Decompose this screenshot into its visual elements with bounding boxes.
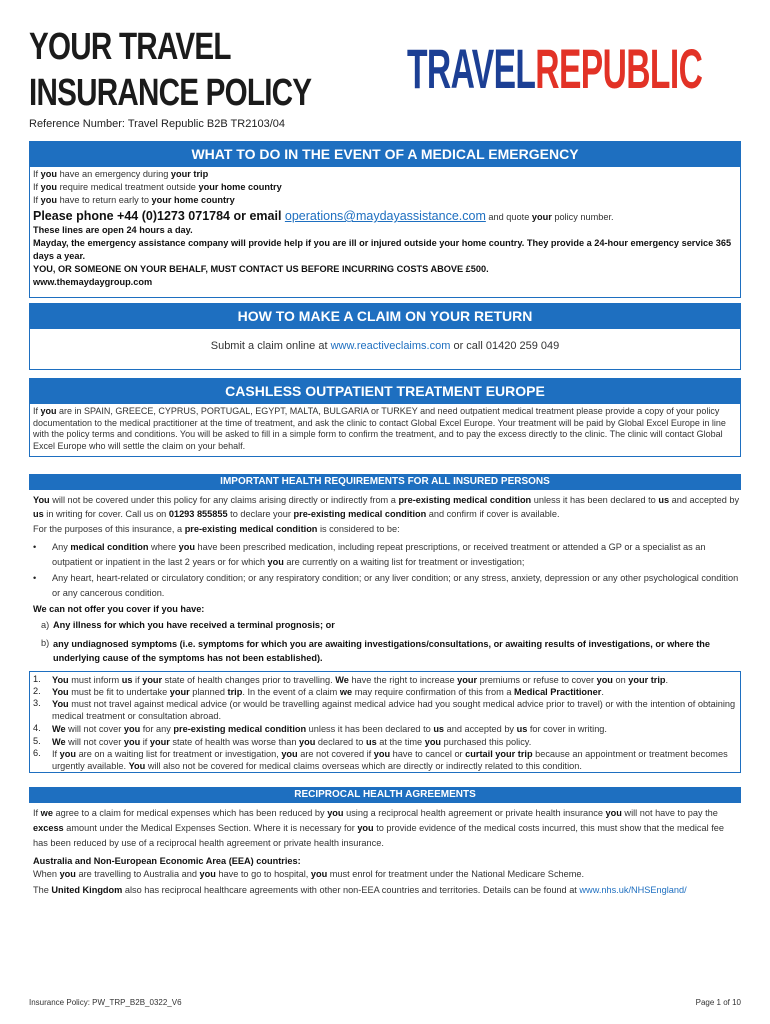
num-2: 2. — [33, 686, 41, 696]
reciprocal-para-1: If we agree to a claim for medical expenses which has been reduced by you using a reciprocal health agreement or private health insurance you will not have to pay the excess amount under the Medical Expenses Section. Where it is necessary for you to provide evidence of the medical costs incurred, this must show that the medical fee has been reduced by use of a reciprocal health agreement or private health insurance. — [33, 808, 724, 848]
cashless-text: If you are in SPAIN, GREECE, CYPRUS, PORTUGAL, EGYPT, MALTA, BULGARIA or TURKEY and need outpatient medical treatment please provide a copy of your policy documentation to the medical practitioner at the time of treatment, and ask the clinic to contact Global Excel Europe. Your treatment will be paid by Global Excel Europe in line with the policy terms and conditions. You will be asked to fill in a simple form to confirm the treatment, and to pay the excess directly to the clinic. The clinic will contact Global Excel Europe who will settle the claim on your behalf. — [33, 406, 726, 451]
title-line-1: YOUR TRAVEL — [29, 26, 231, 68]
footer-policy-code: Insurance Policy: PW_TRP_B2B_0322_V6 — [29, 998, 182, 1007]
bullet-2-marker: • — [33, 573, 37, 583]
footer-page-number: Page 1 of 10 — [695, 998, 741, 1007]
claim-link[interactable]: www.reactiveclaims.com — [330, 340, 451, 352]
cashless-heading: CASHLESS OUTPATIENT TREATMENT EUROPE — [29, 378, 741, 404]
emergency-line-1: If you have an emergency during your trip — [33, 169, 209, 179]
claim-text: Submit a claim online at www.reactiveclaims.com or call 01420 259 049 — [210, 340, 560, 352]
item-b-text: any undiagnosed symptoms (i.e. symptoms for which you are awaiting investigations/consultations, or awaiting results of investigations, or where the underlying cause of the symptoms has not been established). — [53, 639, 711, 663]
emergency-heading: WHAT TO DO IN THE EVENT OF A MEDICAL EMERGENCY — [29, 141, 741, 167]
num-6: 6. — [33, 748, 41, 758]
logo-republic: REPUBLIC — [535, 37, 703, 100]
nhs-link[interactable]: www.nhs.uk/NHSEngland/ — [579, 885, 687, 895]
item-a-label: a) — [41, 620, 50, 630]
item-b-label: b) — [41, 638, 50, 648]
bullet-1-text: Any medical condition where you have been prescribed medication, including repeat prescriptions, or received treatment or attended a GP or a specialist as an outpatient or inpatient in the last 2 years or for which you are currently on a waiting list for treatment or investigation; — [52, 542, 706, 567]
numbered-item-5: We will not cover you if your state of health was worse than you declared to us at the time you purchased this policy. — [52, 737, 532, 747]
emergency-website[interactable]: www.themaydaygroup.com — [33, 277, 153, 287]
reciprocal-para-3: The United Kingdom also has reciprocal healthcare agreements with other non-EEA countries and territories. Details can be found at www.nhs.uk/NHSEngland/ — [33, 885, 687, 895]
logo-travel: TRAVEL — [407, 37, 536, 100]
num-3: 3. — [33, 698, 41, 708]
emergency-phone: Please phone +44 (0)1273 071784 or email operations@maydayassistance.com and quote your policy number. — [33, 209, 614, 223]
num-4: 4. — [33, 723, 41, 733]
numbered-item-6: If you are on a waiting list for treatment or investigation, you are not covered if you have to cancel or curtail your trip because an appointment or treatment becomes urgently available. You will also not be covered for medical claims overseas which are directly or indirectly related to this condition. — [52, 749, 728, 771]
emergency-line-3: If you have to return early to your home country — [33, 195, 235, 205]
emergency-open-hours: These lines are open 24 hours a day. — [33, 225, 193, 235]
num-1: 1. — [33, 674, 41, 684]
travel-republic-logo — [407, 37, 770, 100]
page-title — [29, 24, 311, 116]
emergency-email-link[interactable]: operations@maydayassistance.com — [284, 209, 486, 223]
emergency-mayday: Mayday, the emergency assistance company will provide help if you are ill or injured outside your home country. They provide a 24-hour emergency service 365 days a year. — [33, 238, 732, 261]
health-para-1: You will not be covered under this policy for any claims arising directly or indirectly from a pre-existing medical condition unless it has been declared to us and accepted by us in writing for cover. Call us on 01293 855855 to declare your pre-existing medical condition and confirm if cover is available. — [33, 495, 740, 519]
health-heading: IMPORTANT HEALTH REQUIREMENTS FOR ALL INSURED PERSONS — [29, 474, 741, 490]
reciprocal-heading: RECIPROCAL HEALTH AGREEMENTS — [29, 787, 741, 803]
reference-number: Reference Number: Travel Republic B2B TR2103/04 — [29, 118, 285, 130]
reciprocal-subheading: Australia and Non-European Economic Area (EEA) countries: — [33, 856, 301, 866]
numbered-item-2: You must be fit to undertake your planned trip. In the event of a claim we may require confirmation of this from a Medical Practitioner. — [52, 687, 604, 697]
claim-heading: HOW TO MAKE A CLAIM ON YOUR RETURN — [29, 303, 741, 329]
numbered-item-4: We will not cover you for any pre-existing medical condition unless it has been declared to us and accepted by us for cover in writing. — [52, 724, 607, 734]
title-line-2: INSURANCE POLICY — [29, 72, 312, 114]
bullet-1-marker: • — [33, 542, 37, 552]
cannot-cover-heading: We can not offer you cover if you have: — [33, 604, 205, 614]
numbered-item-3: You must not travel against medical advice (or would be travelling against medical advice had you sought medical advice prior to travel) or with the intention of obtaining medical treatment or consultation abroad. — [52, 699, 736, 721]
num-5: 5. — [33, 736, 41, 746]
reciprocal-para-2: When you are travelling to Australia and you have to go to hospital, you must enrol for treatment under the National Medicare Scheme. — [33, 869, 585, 879]
health-para-2: For the purposes of this insurance, a pre-existing medical condition is considered to be: — [33, 524, 400, 534]
numbered-item-1: You must inform us if your state of health changes prior to travelling. We have the right to increase your premiums or refuse to cover you on your trip. — [52, 675, 669, 685]
bullet-2-text: Any heart, heart-related or circulatory condition; or any respiratory condition; or any liver condition; or any stress, anxiety, depression or any other psychological condition or any cancerous condition. — [52, 573, 739, 598]
emergency-line-2: If you require medical treatment outside your home country — [33, 182, 282, 192]
item-a-text: Any illness for which you have received a terminal prognosis; or — [53, 620, 335, 630]
emergency-contact-warning: YOU, OR SOMEONE ON YOUR BEHALF, MUST CONTACT US BEFORE INCURRING COSTS ABOVE £500. — [33, 264, 489, 274]
